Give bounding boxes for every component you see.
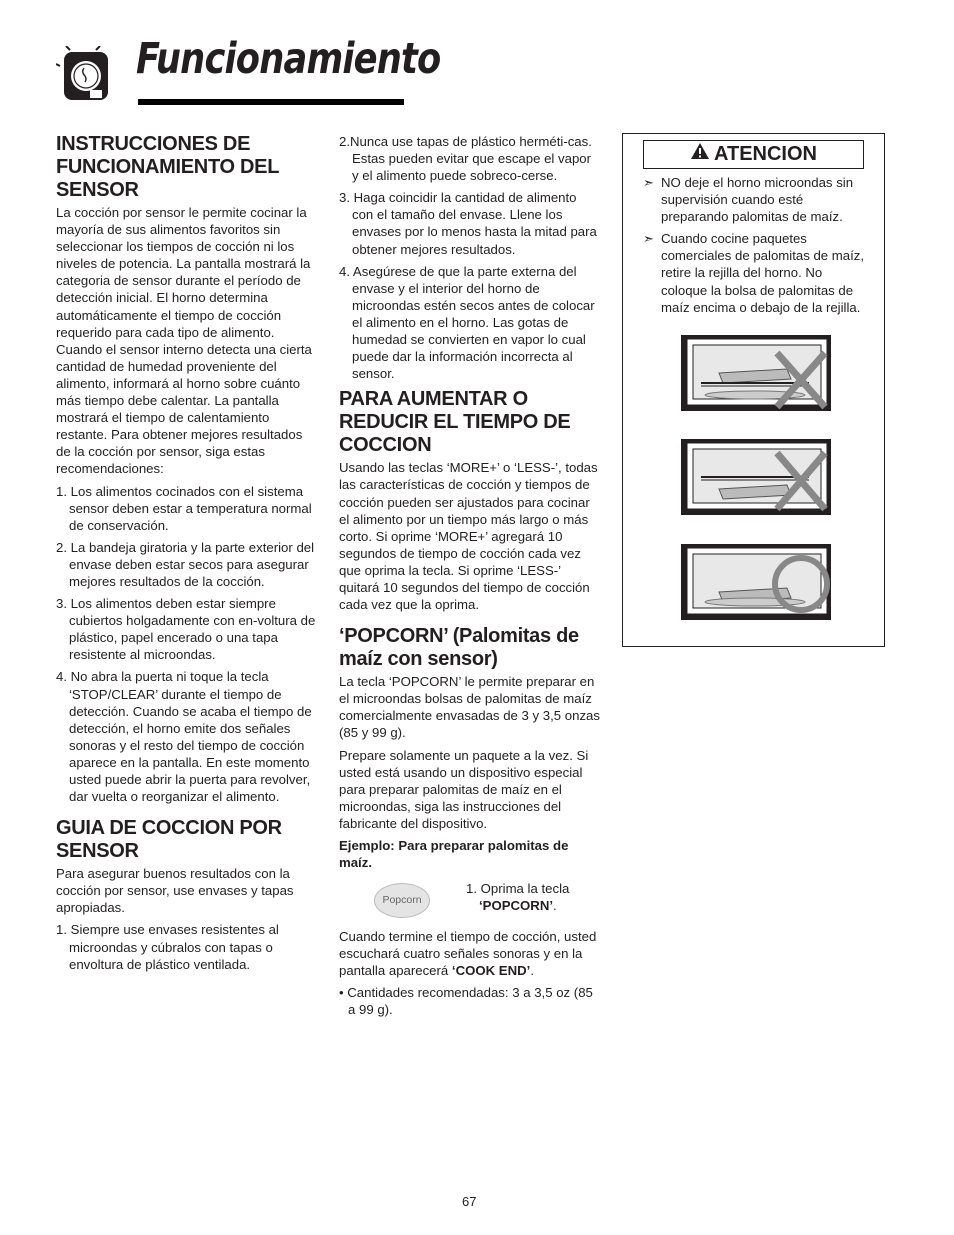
lightbulb-clock-icon [56,46,112,104]
column-2 [339,133,601,876]
oven-bag-on-rack-wrong [679,333,834,415]
warning-text: Cuando cocine paquetes comerciales de palomitas de maíz, retire la rejilla del horno. No coloque la bolsa de palomitas de maíz encima o debajo de la rejilla. [661,231,865,315]
warning-title-box [643,140,864,169]
popcorn-end [339,928,601,1023]
popcorn-heading: ‘POPCORN’ (Palomitas de maíz con sensor) [339,625,579,671]
list-item: 3. Los alimentos deben estar siempre cubiertos holgadamente con en-voltura de plástico, papel encerado o una tapa resistente al microondas. [56,596,316,663]
sensor-guide-text: Para asegurar buenos resultados con la cocción por sensor, use envases y tapas apropiadas. [56,866,294,916]
list-item: 4. No abra la puerta ni toque la tecla ‘STOP/CLEAR’ durante el tiempo de detección. Cuando se acaba el tiempo de detección, el horno emite dos señales sonoras y el resto del tiempo de cocción aparece en la pantalla. En este momento usted puede abrir la puerta para revolver, dar vuelta o reorganizar el alimento. [56,669,312,805]
cook-end-display: ‘COOK END’ [451,963,531,979]
sensor-intro: La cocción por sensor le permite cocinar la mayoría de sus alimentos favoritos sin seleccionar los tiempos de cocción ni los niveles de potencia. La pantalla mostrará la categoria de sensor durante el período de detección inicial. El horno determina automáticamente el tiempo de cocción requerido para cada tipo de alimento. Cuando el sensor interno detecta una cierta cantidad de humedad proveniente del alimento, informará al horno sobre cuánto más tiempo debe calentar. La pantalla mostrará el tiempo de calentamiento restante. Para obtener mejores resultados de la cocción por sensor, siga estas recomendaciones: [56,205,312,477]
arrow-icon: ➣ [643,231,655,247]
page-number: 67 [462,1194,477,1209]
container-tips [339,133,601,382]
oven-bag-under-rack-wrong [679,437,834,519]
step-1 [466,880,606,914]
warning-list [643,174,871,321]
recommended-amounts: • Cantidades recomendadas: 3 a 3,5 oz (85 a 99 g). [339,985,593,1018]
list-item: 3. Haga coincidir la cantidad de alimento con el tamaño del envase. Llene los envases por lo menos hasta la mitad para obtener mejores resultados. [339,190,597,257]
popcorn-text-1: La tecla ‘POPCORN’ le permite preparar en el microondas bolsas de palomitas de maíz comercialmente envasadas de 3 y 3,5 onzas (85 y 99 g). [339,674,600,741]
popcorn-button[interactable]: Popcorn [374,883,430,918]
warning-title: ATENCION [714,143,817,165]
list-item: 4. Asegúrese de que la parte externa del envase y el interior del horno de microondas estén secos antes de colocar el alimento en el horno. Las gotas de humedad se convierten en vapor lo cual puede dar la información incorrecta al sensor. [339,263,595,382]
list-item [643,174,871,225]
list-item [643,230,871,315]
step-text: 1. Oprima la tecla [466,881,570,896]
list-item: 2.Nunca use tapas de plástico herméti-cas. Estas pueden evitar que escape el vapor y el alimento puede sobreco-cerse. [339,134,592,184]
guide-list [56,921,316,972]
list-item: 2. La bandeja giratoria y la parte exterior del envase deben estar secos para asegurar mejores resultados de la cocción. [56,539,315,589]
cook-end-text [339,928,601,979]
column-1 [56,133,316,978]
cook-end-c: . [530,963,534,979]
list-item: 1. Los alimentos cocinados con el sistema sensor deben estar a temperatura normal de conservación. [56,483,312,533]
cook-end-a: Cuando termine el tiempo de cocción, usted escuchará cuatro señales sonoras y en la pantalla aparecerá [339,929,597,979]
title-underline [138,99,404,105]
arrow-icon: ➣ [643,175,655,190]
example-label: Ejemplo: Para preparar palomitas de maíz. [339,838,569,871]
step-key: ‘POPCORN’ [479,898,554,913]
page-title: Funcionamiento [136,34,441,84]
adjust-time-heading: PARA AUMENTAR O REDUCIR EL TIEMPO DE COCCION [339,388,571,457]
step-period: . [553,898,557,913]
warning-box [622,133,885,647]
popcorn-text-2: Prepare solamente un paquete a la vez. Si usted está usando un dispositivo especial para preparar palomitas de maíz en el microondas, siga las instrucciones del fabricante del dispositivo. [339,747,589,831]
sensor-instructions-heading: INSTRUCCIONES DE FUNCIONAMIENTO DEL SENSOR [56,133,279,201]
sensor-recommendations [56,483,316,806]
oven-bag-on-turntable-correct [679,542,834,624]
warning-triangle-icon [690,141,710,168]
adjust-time-text: Usando las teclas ‘MORE+’ o ‘LESS-’, todas las características de cocción y tiempos de cocción pueden ser ajustados para cocinar el alimento por un tiempo más largo o más corto. Si oprime ‘MORE+’ agregará 10 segundos de tiempo de cocción cada vez que oprima la tecla. Si oprime ‘LESS-’ quitará 10 segundos del tiempo de cocción cada vez que la oprima. [339,460,598,613]
sensor-guide-heading: GUIA DE COCCION POR SENSOR [56,817,282,863]
list-item: 1. Siempre use envases resistentes al microondas y cúbralos con tapas o envoltura de plástico ventilada. [56,922,279,972]
warning-text: NO deje el horno microondas sin supervisión cuando esté preparando palomitas de maíz. [661,175,854,225]
